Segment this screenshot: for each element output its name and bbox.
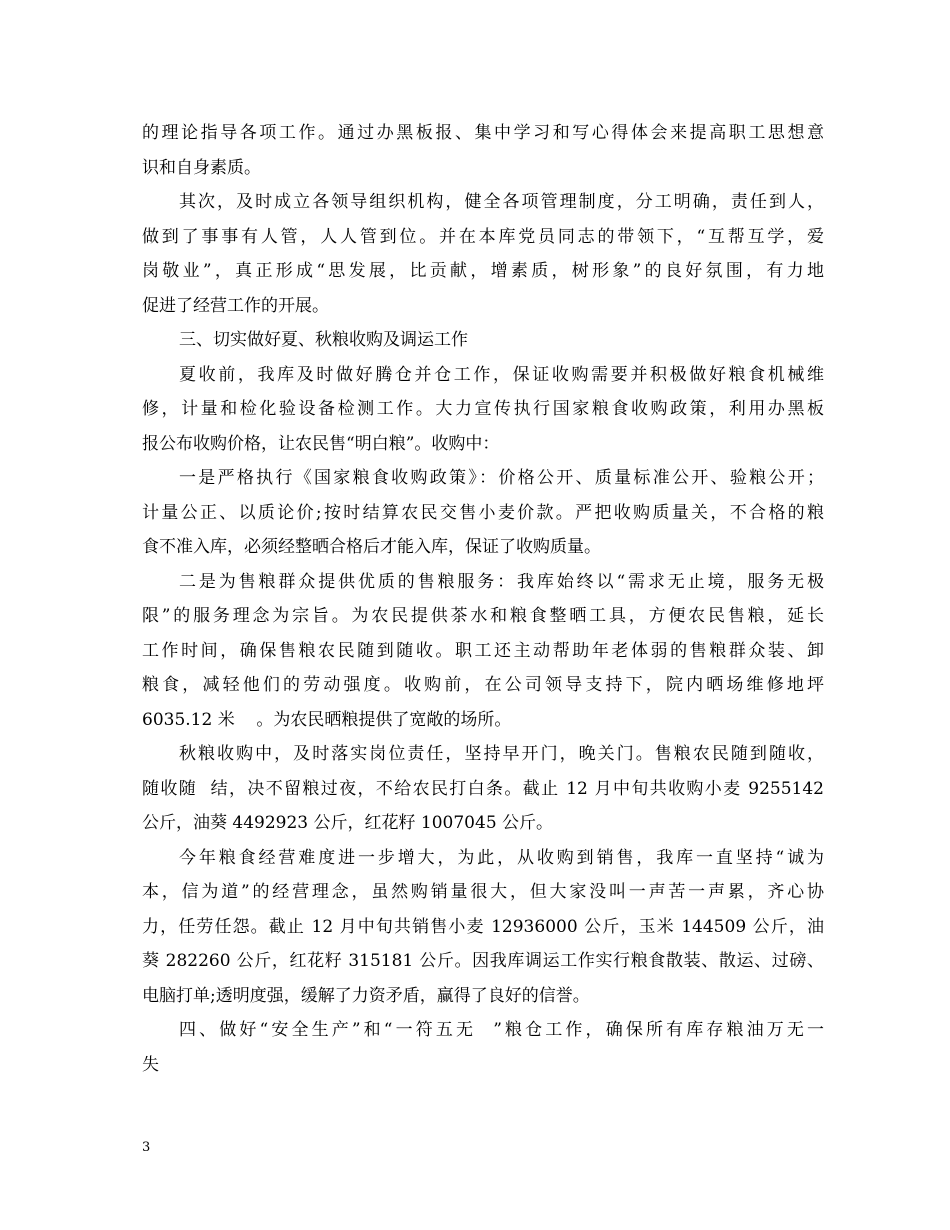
document-body — [142, 116, 824, 1082]
text-line: 本，信为道”的经营理念，虽然购销量很大，但大家没叫一声苦一声累，齐心协 — [142, 882, 824, 902]
text-line: 力，任劳任怨。截止 12 月中旬共销售小麦 12936000 公斤，玉米 144509 公斤，油 — [142, 916, 824, 937]
section-heading: 四、做好“安全生产”和“一符五无 ”粮仓工作，确保所有库存粮油万无一 — [179, 1020, 824, 1040]
text-line: 食不准入库，必须经整晒合格后才能入库，保证了收购质量。 — [142, 537, 601, 557]
section-heading: 三、切实做好夏、秋粮收购及调运工作 — [179, 330, 468, 350]
text-line: 识和自身素质。 — [142, 157, 261, 178]
text-line: 粮食，减轻他们的劳动强度。收购前，在公司领导支持下，院内晒场维修地坪 — [142, 675, 824, 695]
text-line: 岗敬业”，真正形成“思发展，比贡献，增素质，树形象”的良好氛围，有力地 — [142, 261, 824, 281]
text-line: 失 — [142, 1054, 159, 1075]
paragraph-first-line: 夏收前，我库及时做好腾仓并仓工作，保证收购需要并积极做好粮食机械维 — [179, 364, 824, 385]
text-line: 随收随 结，决不留粮过夜，不给农民打白条。截止 12 月中旬共收购小麦 9255142 — [142, 778, 824, 799]
paragraph-first-line: 二是为售粮群众提供优质的售粮服务：我库始终以“需求无止境，服务无极 — [179, 571, 824, 592]
text-line: 做到了事事有人管，人人管到位。并在本库党员同志的带领下，“互帮互学，爱 — [142, 226, 824, 247]
text-line: 工作时间，确保售粮农民随到随收。职工还主动帮助年老体弱的售粮群众装、卸 — [142, 640, 824, 661]
paragraph-first-line: 其次，及时成立各领导组织机构，健全各项管理制度，分工明确，责任到人， — [179, 192, 824, 212]
text-line: 葵 282260 公斤，红花籽 315181 公斤。因我库调运工作实行粮食散装、散运、过磅、 — [142, 951, 824, 971]
page-number: 3 — [142, 1140, 151, 1155]
text-line: 的理论指导各项工作。通过办黑板报、集中学习和写心得体会来提高职工思想意 — [142, 123, 824, 143]
text-line: 电脑打单;透明度强，缓解了力资矛盾，赢得了良好的信誉。 — [142, 985, 590, 1006]
text-line: 计量公正、以质论价;按时结算农民交售小麦价款。严把收购质量关，不合格的粮 — [142, 502, 824, 523]
text-line: 限”的服务理念为宗旨。为农民提供茶水和粮食整晒工具，方便农民售粮，延长 — [142, 606, 824, 626]
text-line: 公斤，油葵 4492923 公斤，红花籽 1007045 公斤。 — [142, 813, 554, 833]
paragraph-first-line: 今年粮食经营难度进一步增大，为此，从收购到销售，我库一直坚持“诚为 — [179, 847, 824, 868]
text-line: 6035.12 米 。为农民晒粮提供了宽敞的场所。 — [142, 709, 512, 730]
paragraph-first-line: 一是严格执行《国家粮食收购政策》：价格公开、质量标准公开、验粮公开； — [179, 468, 824, 488]
text-line: 促进了经营工作的开展。 — [142, 295, 329, 316]
paragraph-first-line: 秋粮收购中，及时落实岗位责任，坚持早开门，晚关门。售粮农民随到随收， — [179, 744, 824, 764]
text-line: 报公布收购价格，让农民售“明白粮”。收购中： — [142, 433, 500, 454]
text-line: 修，计量和检化验设备检测工作。大力宣传执行国家粮食收购政策，利用办黑板 — [142, 399, 824, 419]
